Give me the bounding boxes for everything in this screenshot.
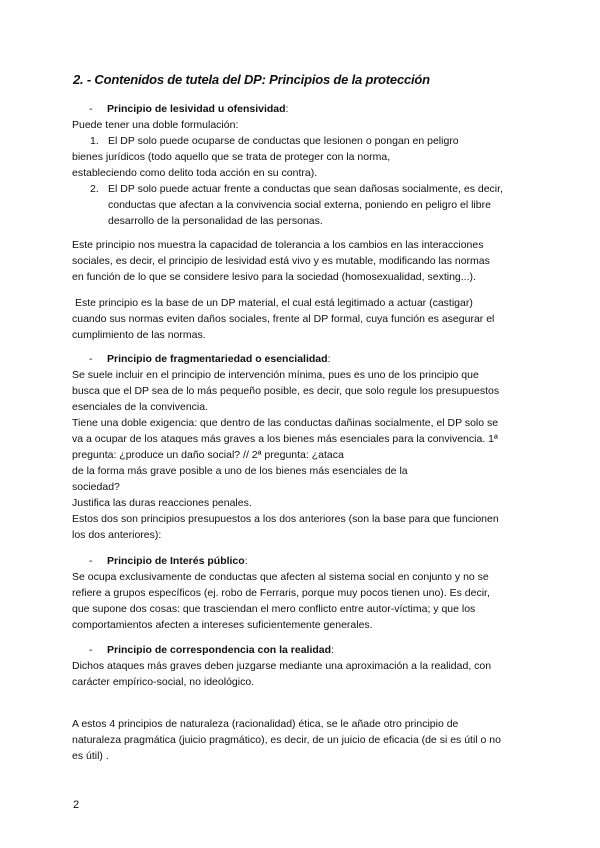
closing-paragraph: A estos 4 principios de naturaleza (racionalidad) ética, se le añade otro principio de (72, 718, 459, 730)
lesividad-intro: Puede tener una doble formulación: (72, 119, 239, 131)
principle-heading-correspondencia: - Principio de correspondencia con la realidad: (89, 644, 334, 656)
paragraph: Este principio es la base de un DP material, el cual está legitimado a actuar (castigar) (75, 297, 473, 309)
principle-heading-lesividad: - Principio de lesividad u ofensividad: (89, 103, 289, 115)
principle-heading-fragmentariedad: - Principio de fragmentariedad o esencialidad: (89, 353, 331, 365)
principle-heading-interes-publico: - Principio de Interés público: (89, 555, 248, 567)
document-page: 2. - Contenidos de tutela del DP: Principios de la protección - Principio de lesividad u ofensividad: Puede tener una doble formulación: 1. El DP solo puede ocuparse de conductas que lesionen o pongan en peligro bienes jurídicos (todo aquello que se trata de proteger con la norma, estableciendo como delito toda acción en su contra). 2. El DP solo puede actuar frente a conductas que sean dañosas socialmente, es decir, conductas que afectan a la convivencia social externa, poniendo en peligro el libre desarrollo de la personalidad de las personas. Este principio nos muestra la capacidad de tolerancia a los cambios en las interacciones sociales, es decir, el principio de lesividad está vivo y es mutable, modificando las normas en función de lo que se considere lesivo para la sociedad (homosexualidad, sexting...). Este principio es la base de un DP material, el cual está legitimado a actuar (castigar) cuando sus normas eviten daños sociales, frente al DP formal, cuya función es asegurar el cumplimiento de las normas. - Principio de fragmentariedad o esencialidad: Se suele incluir en el principio de intervención mínima, pues es uno de los principio que busca que el DP sea de lo más pequeño posible, es decir, que solo regule los presupuestos esenciales de la convivencia. Tiene una doble exigencia: que dentro de las conductas dañinas socialmente, el DP solo se va a ocupar de los ataques más graves a los bienes más esenciales para la convivencia. 1ª pregunta: ¿produce un daño social? // 2ª pregunta: ¿ataca de la forma más grave posible a uno de los bienes más esenciales de la sociedad? Justifica las duras reacciones penales. Estos dos son principios presupuestos a los dos anteriores (son la base para que funcionen los dos anteriores): - Principio de Interés público: Se ocupa exclusivamente de conductas que afecten al sistema social en conjunto y no se refiere a grupos específicos (ej. robo de Ferraris, porque muy pocos tienen uno). Es decir, que supone dos cosas: que trasciendan el mero conflicto entre autor-víctima; y que los comportamientos afecten a intereses suficientemente generales. - Principio de correspondencia con la realidad: Dichos ataques más graves deben juzgarse mediante una aproximación a la realidad, con carácter empírico-social, no ideológico. A estos 4 principios de naturaleza (racionalidad) ética, se le añade otro principio de naturaleza pragmática (juicio pragmático), es decir, de un juicio de eficacia (de si es útil o no es útil) . 2 (0, 0, 600, 848)
paragraph: Este principio nos muestra la capacidad de tolerancia a los cambios en las interacciones (72, 239, 484, 251)
page-number: 2 (73, 799, 80, 811)
section-title: 2. - Contenidos de tutela del DP: Principios de la protección (73, 72, 430, 87)
